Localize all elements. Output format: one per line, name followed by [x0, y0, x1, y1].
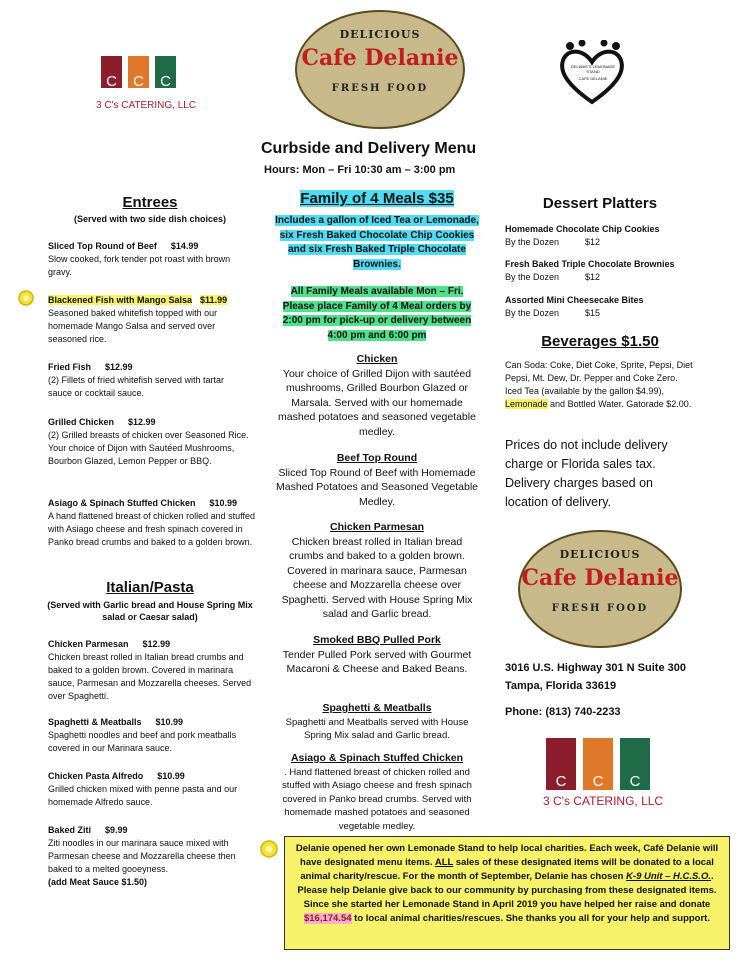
logo-top-text: DELICIOUS	[559, 548, 641, 561]
family-heading-text: Family of 4 Meals $35	[300, 190, 454, 207]
dessert-name: Homemade Chocolate Chip Cookies	[505, 224, 660, 234]
item-name: Chicken Pasta Alfredo	[48, 771, 144, 781]
item-desc: Slow cooked, fork tender pot roast with brown gravy.	[48, 254, 231, 277]
address-line-2: Tampa, Florida 33619	[505, 680, 617, 692]
phone-number: Phone: (813) 740-2233	[505, 706, 621, 718]
meal-desc: Your choice of Grilled Dijon with sautéed mushrooms, Grilled Bourbon Glazed or Marsala. Served with our homemade mashed potatoes and seasoned vegetable medley.	[278, 367, 476, 438]
notice-part-2: sales of these designated items will be donated to a local animal charity/rescue. For the month of September, Delanie has chosen	[300, 857, 714, 882]
item-desc: Grilled chicken mixed with penne pasta and our homemade Alfredo sauce.	[48, 784, 238, 807]
dessert-price: $12	[585, 272, 601, 282]
meal-desc: Spaghetti and Meatballs served with House Spring Mix salad and Garlic bread.	[285, 716, 469, 741]
pasta-item	[48, 638, 254, 703]
family-meal	[272, 633, 482, 677]
meal-title: Chicken	[356, 353, 398, 365]
item-name: Sliced Top Round of Beef	[48, 241, 157, 251]
item-desc: A hand flattened breast of chicken rolled and stuffed with Asiago cheese and fresh spinach covered in Panko bread crumbs and baked to a golden brown.	[48, 511, 255, 547]
meal-title: Smoked BBQ Pulled Pork	[313, 634, 441, 646]
item-desc: (2) Grilled breasts of chicken over Seasoned Rice. Your choice of Dijon with Sautéed Mushrooms, Bourbon Glazed, Lemon Pepper or BBQ.	[48, 430, 249, 466]
item-price: $11.99	[200, 295, 228, 305]
item-price: $10.99	[209, 498, 238, 508]
lemon-icon	[258, 838, 280, 860]
item-price: $10.99	[157, 771, 185, 781]
dessert-unit: By the Dozen	[505, 308, 560, 318]
ccc-square-orange: C	[128, 56, 149, 88]
ccc-square-green: C	[620, 738, 650, 790]
item-name: Fried Fish	[48, 362, 92, 372]
family-availability-text: All Family Meals available Mon – Fri. Please place Family of 4 Meal orders by 2:00 pm for pick-up or delivery between 4:00 pm and 6:00 pm	[282, 286, 472, 341]
family-meal	[276, 451, 478, 509]
family-intro-text: Includes a gallon of Iced Tea or Lemonade, six Fresh Baked Chocolate Chip Cookies and six Fresh Baked Triple Chocolate Brownies.	[275, 215, 479, 270]
notice-part-3: . Please help Delanie give back to our community by purchasing from these designated items. Since she started her Lemonade Stand in April 2019 you have helped her raise and donate	[297, 871, 717, 910]
notice-part-1: Delanie opened her own Lemonade Stand to help local charities. Each week, Café Delanie will have designated menu items.	[295, 843, 719, 868]
lemonade-stand-notice	[284, 836, 730, 950]
ccc-square-orange: C	[583, 738, 613, 790]
meal-title: Beef Top Round	[336, 452, 418, 464]
ccc-catering-logo-small	[543, 738, 673, 810]
entrees-note: (Served with two side dish choices)	[73, 214, 227, 224]
logo-top-text: DELICIOUS	[339, 28, 421, 41]
meal-desc: Tender Pulled Pork served with Gourmet Macaroni & Cheese and Baked Beans.	[282, 648, 472, 675]
item-name: Blackened Fish with Mango Salsa	[48, 295, 193, 305]
lemonade-stand-logo	[554, 40, 630, 106]
beverages-heading: Beverages $1.50	[541, 333, 659, 350]
item-desc: Ziti noodles in our marinara sauce mixed with Parmesan cheese and Mozzarella cheese then baked to a melted gooeyness.	[48, 838, 236, 874]
item-name: Baked Ziti	[48, 825, 92, 835]
item-price: $12.99	[105, 362, 133, 372]
meal-desc: . Hand flattened breast of chicken rolled and stuffed with Asiago cheese and fresh spinach covered in Panko bread crumbs. Served with homemade mashed potatoes and seasoned vegetable medley.	[282, 766, 472, 832]
dessert-price: $15	[585, 308, 601, 318]
family-intro	[274, 214, 480, 272]
lemonade-logo-sub: CAFE DELANIE	[578, 76, 608, 81]
beverages-text	[505, 359, 695, 411]
entree-item	[48, 240, 248, 279]
menu-title: Curbside and Delivery Menu	[261, 140, 477, 157]
pasta-item	[48, 770, 248, 809]
meal-title: Chicken Parmesan	[330, 521, 424, 533]
ccc-caption: 3 C's CATERING, LLC	[543, 794, 664, 808]
logo-bottom-text: FRESH FOOD	[551, 603, 649, 614]
dessert-item	[505, 294, 705, 320]
item-desc: Seasoned baked whitefish topped with our homemade Mango Salsa and served over seasoned rice.	[48, 308, 218, 344]
pasta-item	[48, 716, 244, 755]
item-name: Grilled Chicken	[48, 417, 115, 427]
family-heading	[277, 190, 477, 208]
desserts-heading: Dessert Platters	[542, 195, 658, 212]
menu-hours: Hours: Mon – Fri 10:30 am – 3:00 pm	[264, 164, 456, 176]
item-price: $10.99	[155, 717, 184, 727]
meal-desc: Chicken breast rolled in Italian bread crumbs and baked to a golden brown. Covered in marinara sauce, Parmesan cheese and Mozzarella cheese over Spaghetti. Served with House Spring Mix salad and Garlic bread.	[281, 535, 473, 620]
item-desc: Chicken breast rolled in Italian bread crumbs and baked to a golden brown. Covered in marinara sauce, Parmesan and Mozzarella cheeses. Served over Spaghetti.	[48, 652, 252, 701]
dessert-unit: By the Dozen	[505, 237, 560, 247]
dessert-name: Fresh Baked Triple Chocolate Brownies	[505, 259, 675, 269]
ccc-square-red: C	[546, 738, 576, 790]
dessert-item	[505, 258, 705, 284]
beverages-text-a: Can Soda: Coke, Diet Coke, Sprite, Pepsi, Diet Pepsi, Mt. Dew, Dr. Pepper and Coke Zero. Iced Tea (available by the gallon $4.99),	[505, 360, 693, 396]
dessert-item	[505, 223, 705, 249]
entree-item	[48, 294, 252, 346]
italian-note: (Served with Garlic bread and House Spring Mix salad or Caesar salad)	[47, 600, 253, 622]
item-desc: Spaghetti noodles and beef and pork meatballs covered in our Marinara sauce.	[48, 730, 237, 753]
item-price: $14.99	[170, 241, 199, 251]
ccc-square-red: C	[101, 56, 122, 88]
item-name: Asiago & Spinach Stuffed Chicken	[48, 498, 196, 508]
family-meal	[276, 352, 478, 439]
ccc-caption: 3 C's CATERING, LLC	[96, 100, 197, 111]
entree-item	[48, 416, 252, 468]
italian-heading: Italian/Pasta	[106, 579, 194, 596]
delivery-notice: Prices do not include delivery charge or Florida sales tax. Delivery charges based on location of delivery.	[505, 438, 668, 509]
family-meal	[276, 520, 478, 622]
item-price: $9.99	[105, 825, 128, 835]
lemonade-logo-text: DELANIE'S LEMONADE STAND	[570, 64, 616, 74]
lemon-icon	[16, 288, 36, 308]
notice-part-4: to local animal charities/rescues. She thanks you all for your help and support.	[351, 913, 710, 924]
notice-amount: $16,174.54	[303, 913, 352, 924]
dessert-name: Assorted Mini Cheesecake Bites	[505, 295, 644, 305]
entrees-heading: Entrees	[122, 194, 178, 211]
meal-title: Asiago & Spinach Stuffed Chicken	[290, 752, 464, 764]
pasta-item	[48, 824, 248, 889]
item-name: Spaghetti & Meatballs	[48, 717, 142, 727]
dessert-unit: By the Dozen	[505, 272, 560, 282]
notice-charity: K-9 Unit – H.C.S.O.	[626, 871, 712, 882]
cafe-delanie-logo	[295, 10, 465, 129]
address-line-1: 3016 U.S. Highway 301 N Suite 300	[505, 662, 686, 674]
item-price: $12.99	[142, 639, 171, 649]
beverages-text-b: and Bottled Water. Gatorade $2.00.	[547, 399, 692, 409]
logo-bottom-text: FRESH FOOD	[331, 83, 429, 94]
item-price: $12.99	[128, 417, 156, 427]
logo-main-text: Cafe Delanie	[521, 565, 679, 591]
item-extra: (add Meat Sauce $1.50)	[48, 877, 148, 887]
entree-item	[48, 497, 256, 549]
meal-title: Spaghetti & Meatballs	[322, 702, 432, 714]
ccc-catering-logo	[96, 56, 206, 116]
family-meal	[272, 752, 482, 833]
ccc-square-green: C	[155, 56, 176, 88]
beverages-lemonade: Lemonade	[505, 399, 548, 409]
family-meal	[276, 702, 478, 743]
item-name: Chicken Parmesan	[48, 639, 129, 649]
item-desc: (2) Fillets of fried whitefish served with tartar sauce or cocktail sauce.	[48, 375, 225, 398]
logo-main-text: Cafe Delanie	[301, 45, 459, 71]
dessert-price: $12	[585, 237, 601, 247]
family-availability	[274, 285, 480, 343]
cafe-delanie-logo-small	[518, 530, 682, 648]
notice-all: ALL	[434, 857, 454, 868]
entree-item	[48, 361, 238, 400]
meal-desc: Sliced Top Round of Beef with Homemade Mashed Potatoes and Seasoned Vegetable Medley.	[276, 466, 478, 508]
